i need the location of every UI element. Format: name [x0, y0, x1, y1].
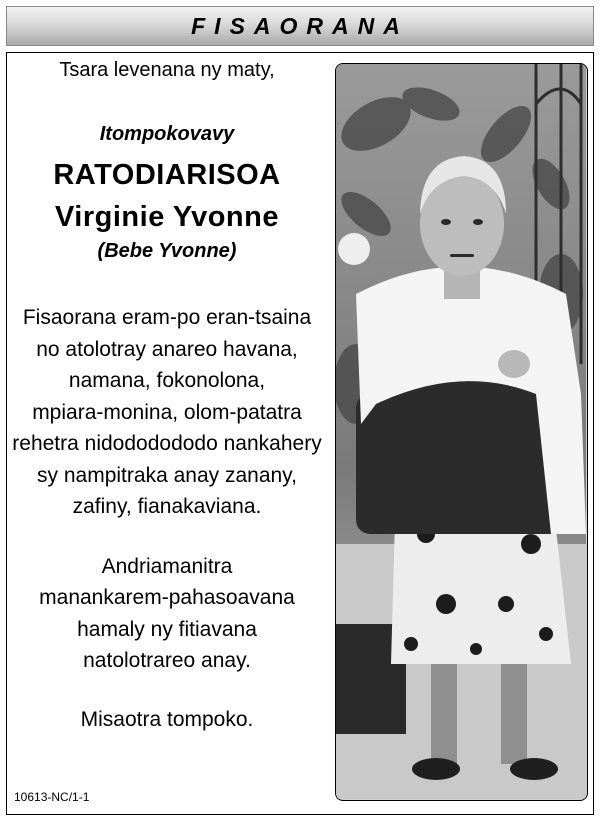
- thanks-line: rehetra nidododododo nankahery: [12, 432, 322, 455]
- thanks-line: sy nampitraka anay zanany,: [37, 463, 297, 487]
- thanks-line: namana, fokonolona,: [68, 369, 266, 392]
- rose-flower: [338, 233, 370, 265]
- deceased-nickname: (Bebe Yvonne): [97, 240, 237, 262]
- blessing-line: Andriamanitra: [101, 554, 233, 578]
- left-shoe: [412, 758, 460, 780]
- thanks-line: zafiny, fianakaviana.: [72, 495, 262, 518]
- reference-code: 10613-NC/1-1: [14, 790, 90, 804]
- deceased-surname: RATODIARISOA: [53, 159, 281, 191]
- header-band: [6, 6, 594, 46]
- thanks-line: no atolotray anareo havana,: [36, 337, 298, 361]
- right-hand: [498, 350, 530, 378]
- right-shoe: [510, 758, 558, 780]
- deceased-given-names: Virginie Yvonne: [54, 201, 279, 233]
- closing-text: Misaotra tompoko.: [80, 707, 254, 731]
- header-title: FISAORANA: [191, 12, 409, 39]
- text-column: [8, 56, 326, 735]
- relation-text: Itompokovavy: [99, 123, 235, 145]
- thanks-line: mpiara-monina, olom-patatra: [32, 400, 302, 424]
- blessing-line: manankarem-pahasoavana: [39, 586, 295, 609]
- greeting-text: Tsara levenana ny maty,: [59, 59, 275, 81]
- thanks-paragraph: [8, 302, 326, 523]
- portrait-illustration: [336, 64, 586, 799]
- blessing-paragraph: [8, 551, 326, 677]
- blessing-line: natolotrareo anay.: [83, 649, 251, 672]
- thanks-line: Fisaorana eram-po eran-tsaina: [22, 306, 312, 329]
- portrait-photo: [335, 63, 588, 801]
- blessing-line: hamaly ny fitiavana: [77, 617, 257, 641]
